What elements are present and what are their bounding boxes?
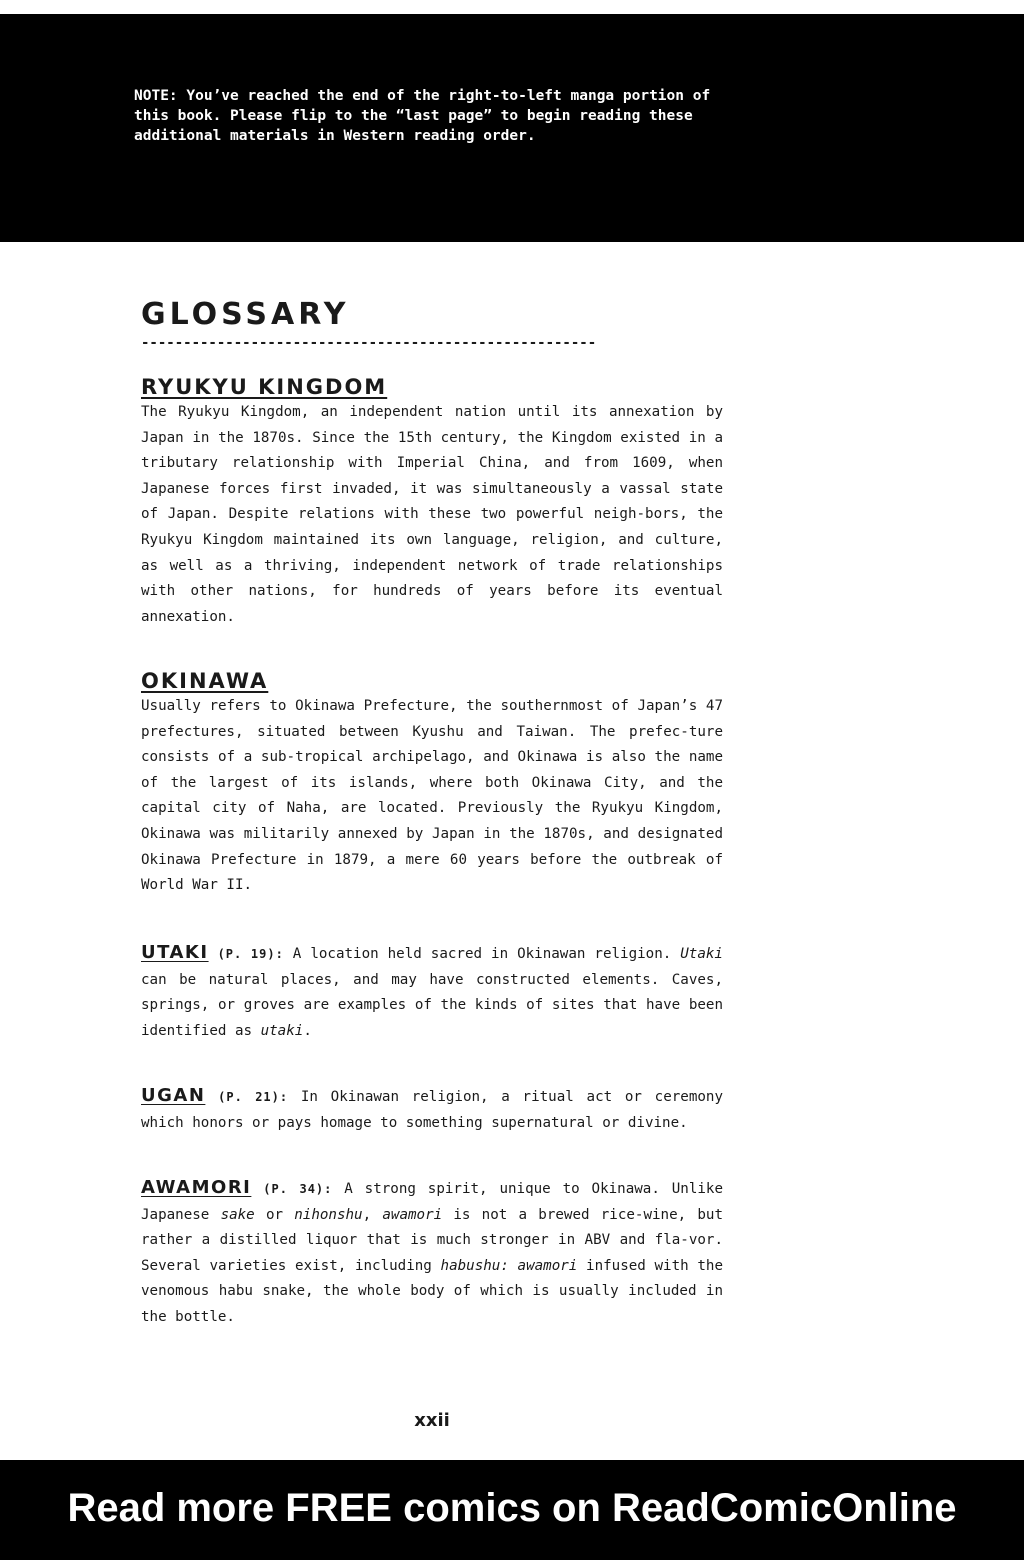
- italic-term: habushu: awamori: [440, 1257, 578, 1274]
- entry-ryukyu-kingdom: [141, 374, 723, 630]
- entry-term: UGAN: [141, 1085, 206, 1106]
- definition-text: or: [265, 1206, 284, 1223]
- dashed-divider: ------------------------------------------------------: [141, 336, 597, 350]
- entry-definition: [141, 940, 723, 1044]
- definition-text: In Okinawan religion, a ritual act or ceremony which honors or pays homage to something supernatural or divine.: [141, 1089, 724, 1131]
- entry-utaki: [141, 940, 723, 1044]
- entry-definition: The Ryukyu Kingdom, an independent nation until its annexation by Japan in the 1870s. Since the 15th century, the Kingdom existed in a tributary relationship with Imperial China, and from 1609, when Japanese forces first invaded, it was simultaneously a vassal state of Japan. Despite relations with these two powerful neigh-bors, the Ryukyu Kingdom maintained its own language, religion, and culture, as well as a thriving, independent network of trade relationships with other nations, for hundreds of years before its eventual annexation.: [141, 404, 723, 625]
- entry-definition: [141, 1083, 723, 1136]
- glossary-section: [141, 296, 724, 1325]
- italic-term: sake: [220, 1206, 255, 1223]
- entry-term: RYUKYU KINGDOM: [141, 375, 388, 399]
- entry-awamori: [141, 1175, 723, 1331]
- definition-text: infused with the venomous habu snake, the whole body of which is usually included in the bottle.: [141, 1257, 723, 1325]
- definition-text: A location held sacred in Okinawan religion.: [292, 946, 672, 962]
- note-label: NOTE:: [134, 88, 178, 104]
- definition-text: can be natural places, and may have constructed elements. Caves, springs, or groves are examples of the kinds of sites that have been identified as: [141, 971, 723, 1039]
- italic-term: awamori: [382, 1206, 443, 1223]
- reading-direction-note: [134, 86, 744, 146]
- note-text: You’ve reached the end of the right-to-left manga portion of this book. Please flip to the “last page” to begin reading these additional materials in Western reading order.: [134, 88, 711, 144]
- entry-ugan: [141, 1083, 723, 1136]
- entry-term: AWAMORI: [141, 1177, 252, 1198]
- italic-term: Utaki: [680, 946, 723, 962]
- definition-text: ,: [362, 1206, 372, 1223]
- glossary-title: GLOSSARY: [141, 297, 350, 332]
- italic-term: utaki: [260, 1022, 304, 1039]
- entry-term: OKINAWA: [141, 669, 269, 693]
- italic-term: nihonshu: [294, 1206, 363, 1223]
- definition-text: is not a brewed rice-wine, but rather a distilled liquor that is much stronger in ABV and fla-vor. Several varieties exist, including: [141, 1206, 723, 1274]
- entry-term: UTAKI: [141, 942, 209, 963]
- definition-text: .: [303, 1022, 312, 1039]
- entry-okinawa: [141, 668, 723, 899]
- page-reference: (P. 19):: [217, 947, 284, 961]
- promo-text[interactable]: Read more FREE comics on ReadComicOnline: [67, 1486, 957, 1530]
- definition-text: A strong spirit, unique to Okinawa. Unlike Japanese: [141, 1181, 724, 1223]
- entry-definition: [141, 1175, 723, 1331]
- entry-definition: Usually refers to Okinawa Prefecture, the southernmost of Japan’s 47 prefectures, situated between Kyushu and Taiwan. The prefec-ture consists of a sub-tropical archipelago, and Okinawa is also the name of the largest of its islands, where both Okinawa City, and the capital city of Naha, are located. Previously the Ryukyu Kingdom, Okinawa was militarily annexed by Japan in the 1870s, and designated Okinawa Prefecture in 1879, a mere 60 years before the outbreak of World War II.: [141, 698, 723, 894]
- page-reference: (P. 21):: [218, 1090, 289, 1104]
- page-number: xxii: [414, 1410, 450, 1431]
- page-reference: (P. 34):: [263, 1182, 333, 1196]
